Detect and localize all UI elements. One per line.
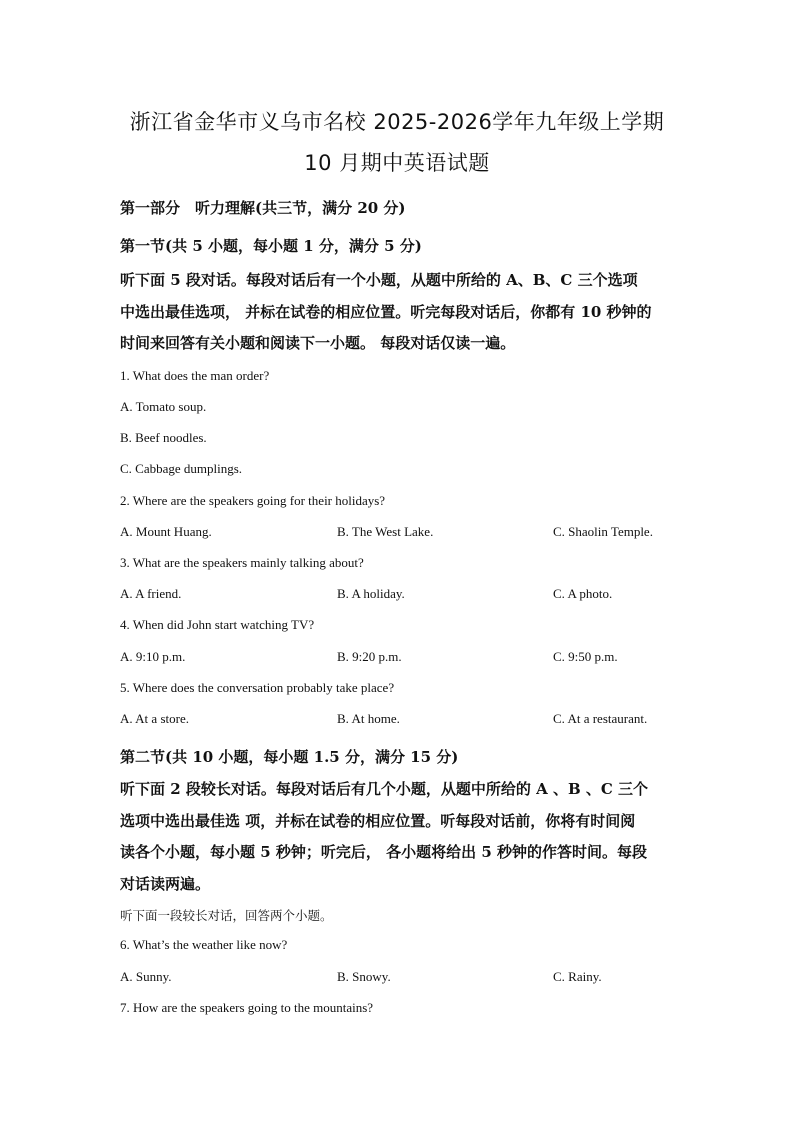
section1-instruction	[120, 265, 680, 360]
q2-option-c: C. Shaolin Temple.	[553, 524, 653, 539]
q3-option-b: B. A holiday.	[337, 586, 405, 601]
q6-option-b: B. Snowy.	[337, 969, 391, 984]
question-6: 6. What’s the weather like now?	[120, 937, 288, 952]
section1-heading: 第一节(共 5 小题，每小题 1 分，满分 5 分)	[120, 237, 422, 255]
q1-option-b: B. Beef noodles.	[120, 430, 207, 445]
q4-option-b: B. 9:20 p.m.	[337, 649, 402, 664]
instruction-line: 选项中选出最佳选 项，并标在试卷的相应位置。听每段对话前，你将有时间阅	[120, 811, 636, 830]
q3-option-c: C. A photo.	[553, 586, 613, 601]
q5-option-c: C. At a restaurant.	[553, 711, 648, 726]
q5-option-a: A. At a store.	[120, 711, 189, 726]
q1-option-c: C. Cabbage dumplings.	[120, 461, 243, 476]
q1-option-a: A. Tomato soup.	[120, 399, 207, 414]
question-4: 4. When did John start watching TV?	[120, 617, 315, 632]
instruction-line: 中选出最佳选项， 并标在试卷的相应位置。听完每段对话后，你都有 10 秒钟的	[120, 302, 652, 321]
q4-option-c: C. 9:50 p.m.	[553, 649, 618, 664]
instruction-line: 读各个小题，每小题 5 秒钟；听完后， 各小题将给出 5 秒钟的作答时间。每段	[120, 843, 647, 861]
q6-option-c: C. Rainy.	[553, 969, 602, 984]
instruction-line: 对话读两遍。	[120, 874, 211, 893]
instruction-line: 时间来回答有关小题和阅读下一小题。 每段对话仅读一遍。	[120, 334, 516, 352]
question-1: 1. What does the man order?	[120, 368, 270, 383]
q6-option-a: A. Sunny.	[120, 969, 172, 984]
question-7: 7. How are the speakers going to the mountains?	[120, 1000, 374, 1015]
question-2: 2. Where are the speakers going for their holidays?	[120, 493, 386, 508]
question-3: 3. What are the speakers mainly talking about?	[120, 555, 364, 570]
q2-option-b: B. The West Lake.	[337, 524, 434, 539]
q5-option-b: B. At home.	[337, 711, 400, 726]
section2-instruction	[120, 774, 680, 900]
part1-heading: 第一部分 听力理解(共三节，满分 20 分)	[120, 199, 406, 217]
instruction-line: 听下面 2 段较长对话。每段对话后有几个小题，从题中所给的 A 、B 、C 三个	[120, 780, 649, 798]
exam-title-line1: 浙江省金华市义乌市名校 2025-2026学年九年级上学期	[129, 110, 665, 134]
section2-heading: 第二节(共 10 小题，每小题 1.5 分，满分 15 分)	[120, 748, 459, 766]
dialogue-note: 听下面一段较长对话，回答两个小题。	[120, 908, 333, 923]
q2-option-a: A. Mount Huang.	[120, 524, 212, 539]
question-5: 5. Where does the conversation probably take place?	[120, 680, 395, 695]
exam-title-line2: 10 月期中英语试题	[304, 151, 490, 175]
instruction-line: 听下面 5 段对话。每段对话后有一个小题，从题中所给的 A、B、C 三个选项	[120, 271, 638, 289]
q3-option-a: A. A friend.	[120, 586, 182, 601]
q4-option-a: A. 9:10 p.m.	[120, 649, 186, 664]
